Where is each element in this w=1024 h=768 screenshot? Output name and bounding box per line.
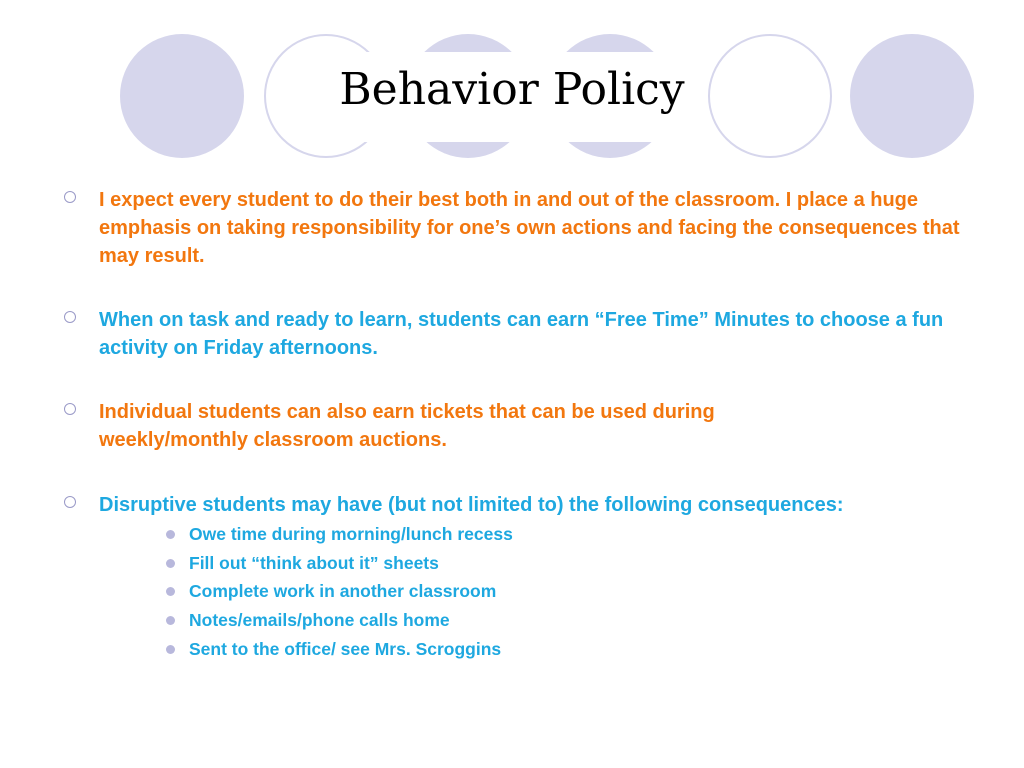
consequence-text: Notes/emails/phone calls home xyxy=(189,610,450,630)
bullet-text: Disruptive students may have (but not limited to) the following consequences: xyxy=(99,494,844,516)
bullet-text: I expect every student to do their best both in and out of the classroom. I place a huge emphasis on taking responsibility for one’s own actions and facing the consequences that may result. xyxy=(99,189,960,267)
consequence-item-2 xyxy=(166,550,439,576)
bullet-item-3 xyxy=(64,398,784,454)
hollow-circle-bullet-icon xyxy=(64,496,76,508)
bullet-item-2 xyxy=(64,306,964,362)
hollow-circle-bullet-icon xyxy=(64,311,76,323)
consequence-text: Sent to the office/ see Mrs. Scroggins xyxy=(189,639,502,659)
filled-dot-bullet-icon xyxy=(166,587,175,596)
bullet-text: When on task and ready to learn, students can earn “Free Time” Minutes to choose a fun activity on Friday afternoons. xyxy=(99,309,944,359)
hollow-circle-bullet-icon xyxy=(64,191,76,203)
consequence-text: Owe time during morning/lunch recess xyxy=(189,524,513,544)
consequence-item-4 xyxy=(166,607,450,633)
consequence-item-1 xyxy=(166,521,513,547)
consequence-text: Fill out “think about it” sheets xyxy=(189,553,439,573)
bullet-item-1 xyxy=(64,186,964,270)
filled-dot-bullet-icon xyxy=(166,645,175,654)
consequence-item-5 xyxy=(166,636,501,662)
bullet-item-4 xyxy=(64,491,964,519)
consequence-text: Complete work in another classroom xyxy=(189,581,497,601)
filled-dot-bullet-icon xyxy=(166,616,175,625)
hollow-circle-bullet-icon xyxy=(64,403,76,415)
slide-title: Behavior Policy xyxy=(339,64,685,115)
consequence-item-3 xyxy=(166,578,496,604)
bullet-text: Individual students can also earn tickets that can be used during weekly/monthly classroom auctions. xyxy=(99,401,715,451)
filled-dot-bullet-icon xyxy=(166,530,175,539)
filled-dot-bullet-icon xyxy=(166,559,175,568)
